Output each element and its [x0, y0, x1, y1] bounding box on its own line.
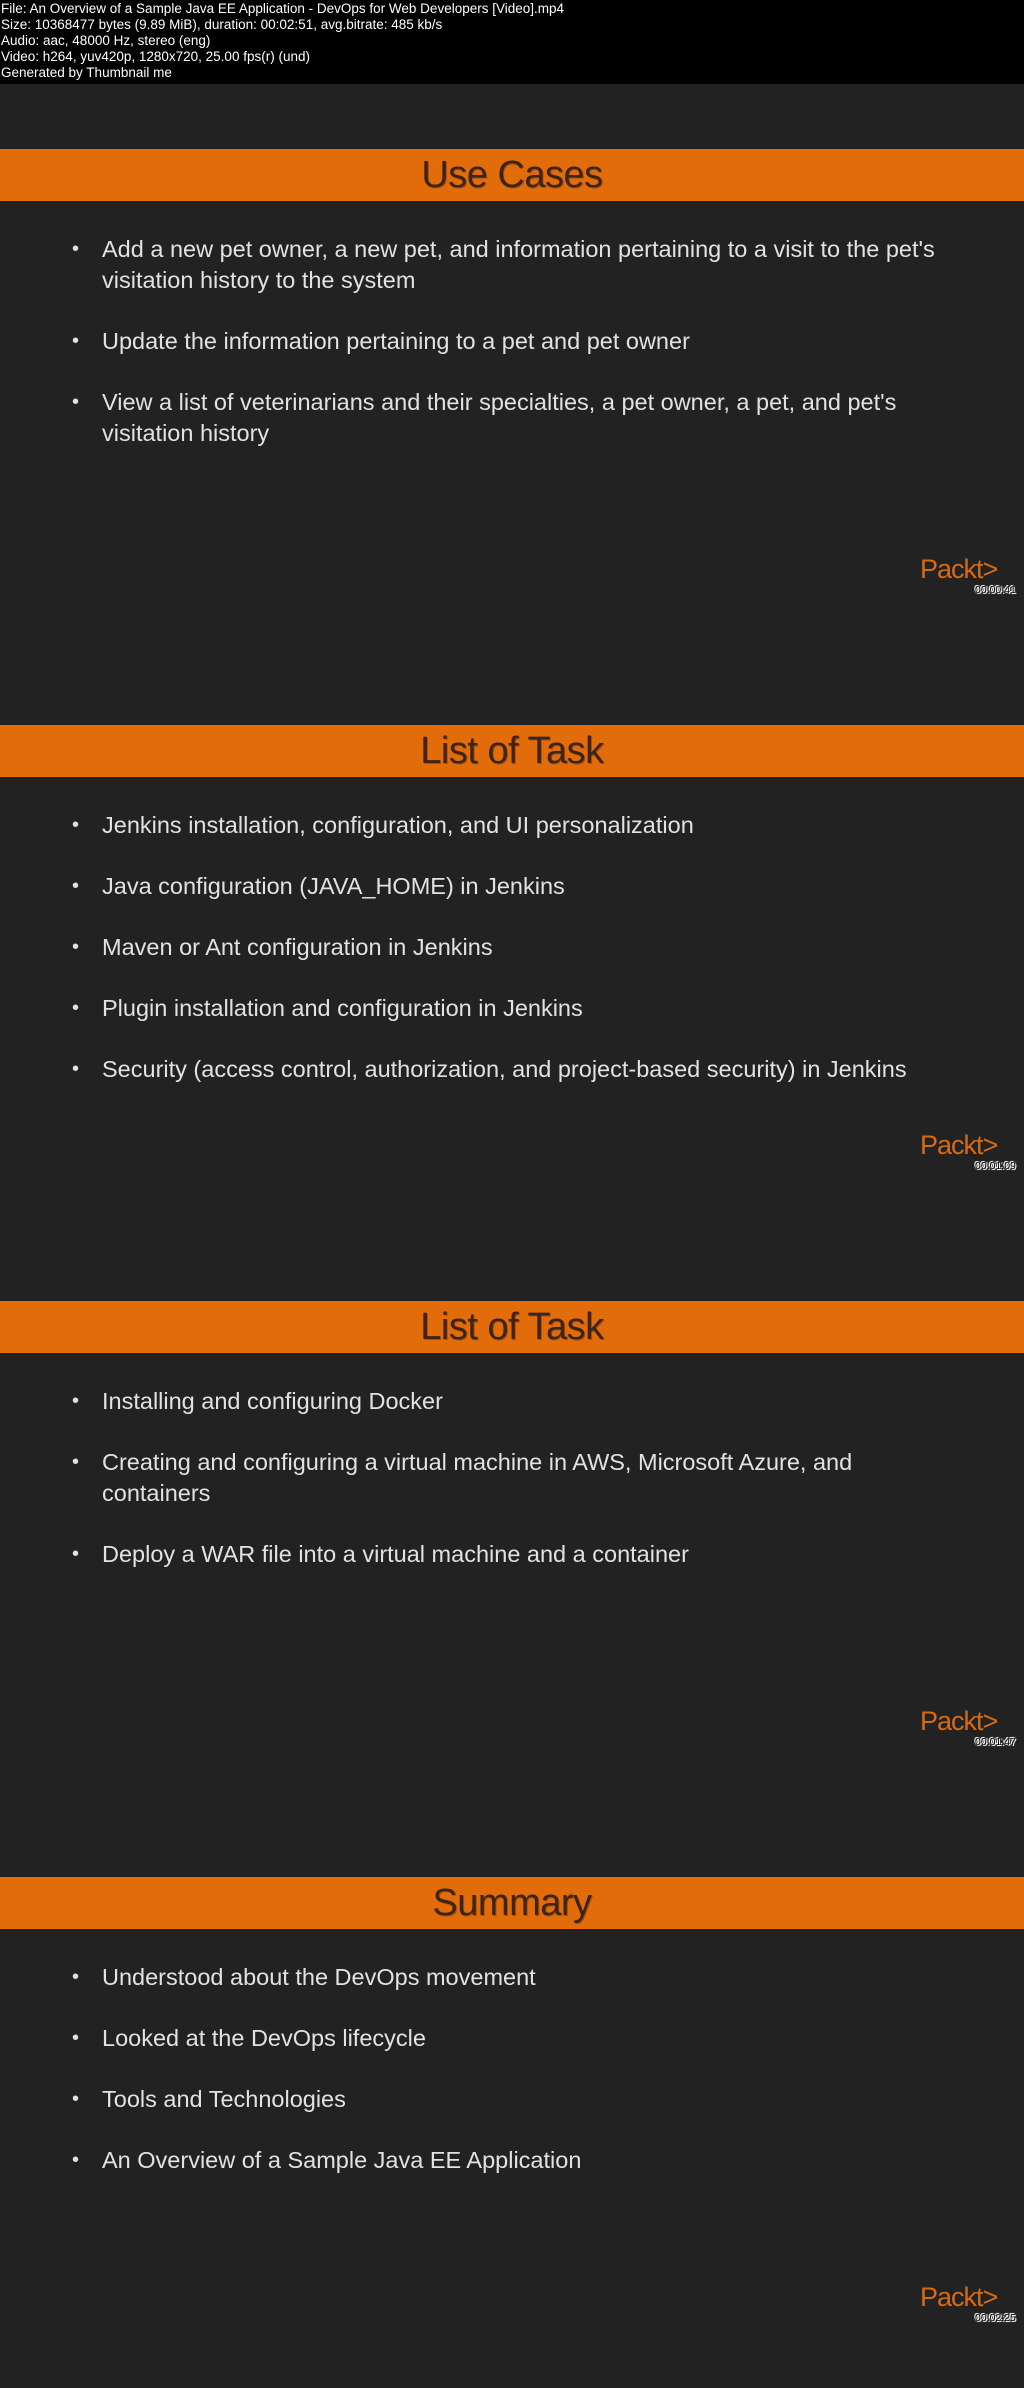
bullet-icon: • — [72, 2027, 80, 2049]
packt-logo: Packt> — [920, 554, 998, 584]
bullet-text: View a list of veterinarians and their specialties, a pet owner, a pet, and pet's visitation history — [102, 389, 897, 446]
video-info-line: Video: h264, yuv420p, 1280x720, 25.00 fps(r) (und) — [1, 49, 310, 64]
slide-frame-4 — [0, 1812, 1024, 2388]
list-item — [72, 234, 952, 296]
bullet-text: Installing and configuring Docker — [102, 1388, 443, 1414]
packt-logo: Packt> — [920, 1130, 998, 1160]
list-item — [72, 2084, 952, 2115]
slide-title: Summary — [0, 1877, 1024, 1929]
bullet-list — [72, 810, 952, 1115]
frame-timestamp: 00:02:25 — [975, 2312, 1016, 2324]
bullet-icon: • — [72, 391, 80, 413]
audio-info-line: Audio: aac, 48000 Hz, stereo (eng) — [1, 33, 211, 48]
list-item — [72, 1539, 952, 1570]
list-item — [72, 1054, 952, 1085]
list-item — [72, 1962, 952, 1993]
list-item — [72, 326, 952, 357]
frame-timestamp: 00:01:09 — [975, 1160, 1016, 1172]
list-item — [72, 993, 952, 1024]
bullet-icon: • — [72, 2088, 80, 2110]
generator-line: Generated by Thumbnail me — [1, 65, 172, 80]
list-item — [72, 1386, 952, 1417]
bullet-text: Creating and configuring a virtual machine in AWS, Microsoft Azure, and containers — [102, 1449, 853, 1506]
list-item — [72, 2023, 952, 2054]
bullet-text: Java configuration (JAVA_HOME) in Jenkins — [102, 873, 565, 899]
bullet-icon: • — [72, 1390, 80, 1412]
bullet-icon: • — [72, 238, 80, 260]
bullet-text: An Overview of a Sample Java EE Application — [102, 2147, 582, 2173]
bullet-text: Understood about the DevOps movement — [102, 1964, 536, 1990]
slide-title: List of Task — [0, 725, 1024, 777]
slide-frame-3 — [0, 1236, 1024, 1812]
list-item — [72, 932, 952, 963]
bullet-list — [72, 1386, 952, 1600]
bullet-text: Maven or Ant configuration in Jenkins — [102, 934, 493, 960]
bullet-text: Deploy a WAR file into a virtual machine and a container — [102, 1541, 689, 1567]
bullet-icon: • — [72, 997, 80, 1019]
list-item — [72, 2145, 952, 2176]
bullet-icon: • — [72, 875, 80, 897]
bullet-icon: • — [72, 330, 80, 352]
video-info-header — [0, 0, 1024, 84]
bullet-text: Update the information pertaining to a pet and pet owner — [102, 328, 690, 354]
bullet-text: Jenkins installation, configuration, and UI personalization — [102, 812, 694, 838]
file-name-line: File: An Overview of a Sample Java EE Application - DevOps for Web Developers [Video].mp4 — [1, 1, 565, 16]
bullet-icon: • — [72, 2149, 80, 2171]
list-item — [72, 1447, 952, 1509]
list-item — [72, 871, 952, 902]
bullet-list — [72, 234, 952, 479]
packt-logo: Packt> — [920, 1706, 998, 1736]
bullet-icon: • — [72, 814, 80, 836]
bullet-text: Plugin installation and configuration in Jenkins — [102, 995, 583, 1021]
bullet-icon: • — [72, 1966, 80, 1988]
bullet-text: Add a new pet owner, a new pet, and information pertaining to a visit to the pet's visitation history to the system — [102, 236, 935, 293]
frame-timestamp: 00:01:47 — [975, 1736, 1016, 1748]
list-item — [72, 810, 952, 841]
slide-frame-2 — [0, 660, 1024, 1236]
bullet-icon: • — [72, 1058, 80, 1080]
bullet-text: Tools and Technologies — [102, 2086, 346, 2112]
packt-logo: Packt> — [920, 2282, 998, 2312]
bullet-text: Security (access control, authorization, and project-based security) in Jenkins — [102, 1056, 907, 1082]
list-item — [72, 387, 952, 449]
slide-title: Use Cases — [0, 149, 1024, 201]
bullet-text: Looked at the DevOps lifecycle — [102, 2025, 426, 2051]
slide-frame-1 — [0, 84, 1024, 660]
bullet-icon: • — [72, 1451, 80, 1473]
file-size-line: Size: 10368477 bytes (9.89 MiB), duration: 00:02:51, avg.bitrate: 485 kb/s — [1, 17, 443, 32]
bullet-list — [72, 1962, 952, 2206]
slide-title: List of Task — [0, 1301, 1024, 1353]
frame-timestamp: 00:00:41 — [975, 584, 1016, 596]
bullet-icon: • — [72, 936, 80, 958]
bullet-icon: • — [72, 1543, 80, 1565]
